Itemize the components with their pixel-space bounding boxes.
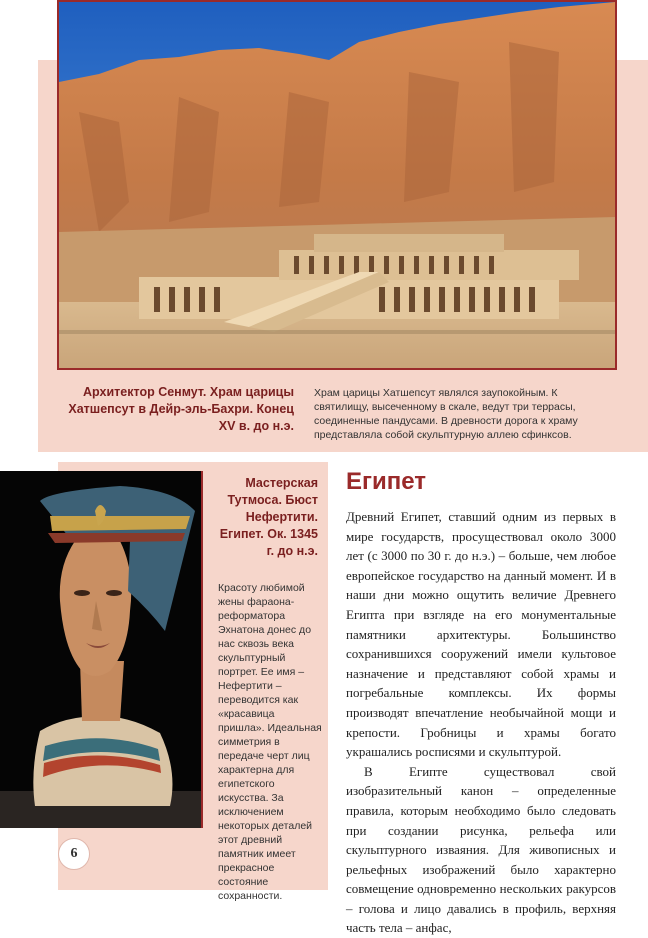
temple-illustration [59, 2, 615, 368]
bust-illustration [0, 471, 201, 828]
bust-caption-title: Мастерская Тутмоса. Бюст Нефертити. Египет. Ок. 1345 г. до н.э. [219, 476, 318, 558]
article-paragraph: В Египте существовал свой изобразительный канон – определенные правила, которым необходимо было следовать при создании рисунка, рельефа или скульптурного изваяния. Для живописных и рельефных изображений было характерно совмещение одновременно нескольких ракурсов – голова и лицо давались в профиль, верхняя часть тела – анфас, [346, 763, 616, 936]
nefertiti-bust-photo [0, 471, 203, 828]
temple-caption-title: Архитектор Сенмут. Храм царицы Хатшепсут в Дейр-эль-Бахри. Конец XV в. до н.э. [68, 385, 294, 433]
temple-photo [57, 0, 617, 370]
page-number: 6 [58, 838, 90, 870]
article-body [346, 507, 616, 938]
article-paragraph: Древний Египет, ставший одним из первых в мире государств, просуществовал около 3000 лет (с 3000 по 30 г. до н.э.) – больше, чем любое европейское государство на данный момент. И в наши дни можно ощутить величие Древнего Египта при взгляде на его монументальные памятники архитектуры. Большинство сохранившихся сооружений имели культовое назначение и представляют собой храмы и погребальные комплексы. Их формы производят впечатление необычайной мощи и крепости. Гробницы и храмы богато украшались росписями и скульптурой. [346, 509, 616, 760]
bust-caption-text: Красоту любимой жены фараона-реформатора Эхнатона донес до нас сквозь века скульптурный портрет. Ее имя – Нефертити – переводится как «красавица пришла». Идеальная симметрия в передаче черт лиц характерна для египетского искусства. За исключением некоторых деталей этот древний памятник имеет прекрасное состояние сохранности. [218, 582, 322, 902]
temple-caption-text: Храм царицы Хатшепсут являлся заупокойным. К святилищу, высеченному в скале, ведут три террасы, соединенные пандусами. В древности дорога к храму представляла собой скульптурную аллею сфинксов. [314, 387, 578, 441]
article-heading: Египет [346, 468, 427, 495]
